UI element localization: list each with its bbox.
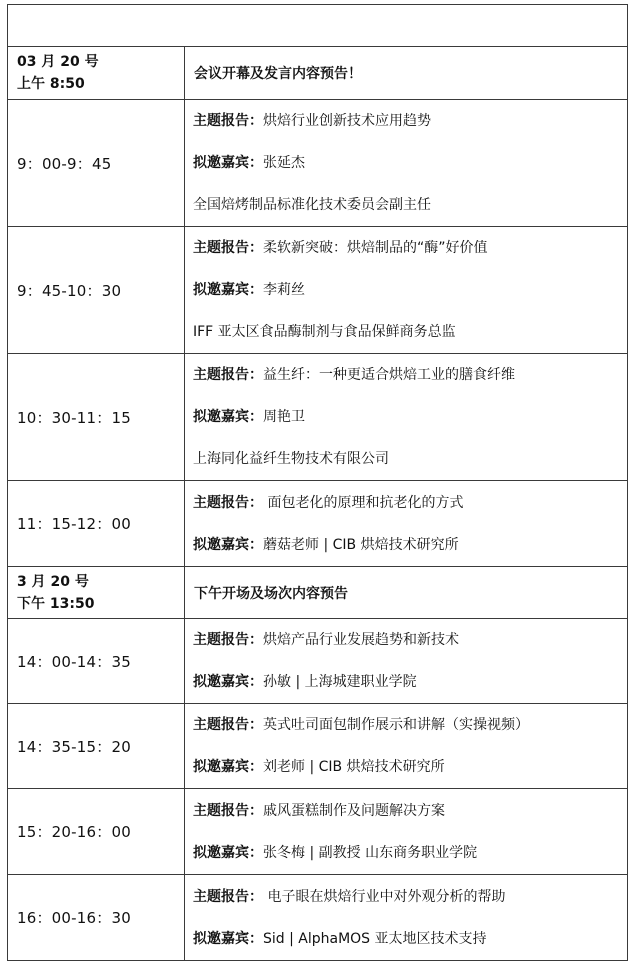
talk-topic <box>193 790 627 832</box>
guest-label: 拟邀嘉宾： <box>193 536 263 553</box>
talk-details <box>185 789 628 875</box>
topic-text: 英式吐司面包制作展示和讲解（实操视频） <box>263 717 529 733</box>
session-time: 下午 13:50 <box>17 595 95 612</box>
session-date: 03 月 20 号 <box>17 54 99 70</box>
guest-text: 蘑菇老师 | CIB 烘焙技术研究所 <box>263 536 459 553</box>
talk-guest <box>193 746 627 788</box>
talk-topic <box>193 354 627 396</box>
talk-topic <box>193 227 627 269</box>
talk-time: 11：15-12：00 <box>8 481 185 567</box>
talk-details <box>185 354 628 481</box>
topic-text: 烘焙行业创新技术应用趋势 <box>263 113 431 129</box>
talk-time: 9：00-9：45 <box>8 100 185 227</box>
session-time: 上午 8:50 <box>17 76 85 92</box>
guest-text: 周艳卫 <box>263 409 305 425</box>
guest-label: 拟邀嘉宾： <box>193 930 263 947</box>
talk-extra: 全国焙烤制品标准化技术委员会副主任 <box>193 197 431 213</box>
session-row <box>8 47 628 100</box>
talk-topic <box>193 704 627 746</box>
topic-label: 主题报告： <box>193 494 263 511</box>
session-datetime <box>8 567 185 619</box>
schedule-table <box>7 4 628 961</box>
topic-label: 主题报告： <box>193 888 263 905</box>
session-heading: 会议开幕及发言内容预告！ <box>185 47 628 100</box>
talk-topic <box>193 876 627 918</box>
talk-guest <box>193 269 627 311</box>
session-heading: 下午开场及场次内容预告 <box>185 567 628 619</box>
topic-label: 主题报告： <box>193 367 263 383</box>
talk-guest <box>193 661 627 703</box>
talk-topic <box>193 619 627 661</box>
topic-text: 电子眼在烘焙行业中对外观分析的帮助 <box>263 888 506 905</box>
talk-time: 14：35-15：20 <box>8 704 185 789</box>
talk-row <box>8 704 628 789</box>
talk-time: 10：30-11：15 <box>8 354 185 481</box>
talk-guest <box>193 396 627 438</box>
talk-row <box>8 875 628 961</box>
talk-extra: IFF 亚太区食品酶制剂与食品保鲜商务总监 <box>193 324 456 340</box>
session-datetime <box>8 47 185 100</box>
session-row <box>8 567 628 619</box>
guest-label: 拟邀嘉宾： <box>193 409 263 425</box>
topic-label: 主题报告： <box>193 632 263 648</box>
topic-text: 益生纤：一种更适合烘焙工业的膳食纤维 <box>263 367 515 383</box>
topic-text: 柔软新突破：烘焙制品的“酶”好价值 <box>263 240 488 256</box>
topic-text: 戚风蛋糕制作及问题解决方案 <box>263 802 445 819</box>
talk-topic <box>193 482 627 524</box>
talk-details <box>185 704 628 789</box>
topic-label: 主题报告： <box>193 717 263 733</box>
talk-topic <box>193 100 627 142</box>
talk-guest <box>193 142 627 184</box>
guest-text: 张延杰 <box>263 155 305 171</box>
header-row <box>8 5 628 47</box>
topic-text: 面包老化的原理和抗老化的方式 <box>263 494 464 511</box>
talk-row <box>8 354 628 481</box>
talk-row <box>8 481 628 567</box>
talk-row <box>8 619 628 704</box>
guest-text: 李莉丝 <box>263 282 305 298</box>
guest-text: 刘老师 | CIB 烘焙技术研究所 <box>263 759 445 775</box>
talk-time: 9：45-10：30 <box>8 227 185 354</box>
talk-details <box>185 875 628 961</box>
talk-time: 15：20-16：00 <box>8 789 185 875</box>
talk-guest <box>193 832 627 874</box>
guest-text: 张冬梅 | 副教授 山东商务职业学院 <box>263 844 478 861</box>
topic-text: 烘焙产品行业发展趋势和新技术 <box>263 632 459 648</box>
guest-text: 孙敏 | 上海城建职业学院 <box>263 674 417 690</box>
talk-guest <box>193 918 627 960</box>
guest-label: 拟邀嘉宾： <box>193 674 263 690</box>
talk-details <box>185 100 628 227</box>
talk-details <box>185 481 628 567</box>
talk-row <box>8 789 628 875</box>
topic-label: 主题报告： <box>193 113 263 129</box>
talk-guest <box>193 524 627 566</box>
talk-row <box>8 227 628 354</box>
guest-label: 拟邀嘉宾： <box>193 844 263 861</box>
guest-label: 拟邀嘉宾： <box>193 282 263 298</box>
talk-extra: 上海同化益纤生物技术有限公司 <box>193 451 389 467</box>
topic-label: 主题报告： <box>193 802 263 819</box>
guest-text: Sid | AlphaMOS 亚太地区技术支持 <box>263 930 487 947</box>
guest-label: 拟邀嘉宾： <box>193 155 263 171</box>
guest-label: 拟邀嘉宾： <box>193 759 263 775</box>
talk-details <box>185 619 628 704</box>
talk-details <box>185 227 628 354</box>
header-empty-cell <box>8 5 628 47</box>
talk-time: 16：00-16：30 <box>8 875 185 961</box>
talk-row <box>8 100 628 227</box>
session-date: 3 月 20 号 <box>17 573 89 590</box>
talk-time: 14：00-14：35 <box>8 619 185 704</box>
topic-label: 主题报告： <box>193 240 263 256</box>
